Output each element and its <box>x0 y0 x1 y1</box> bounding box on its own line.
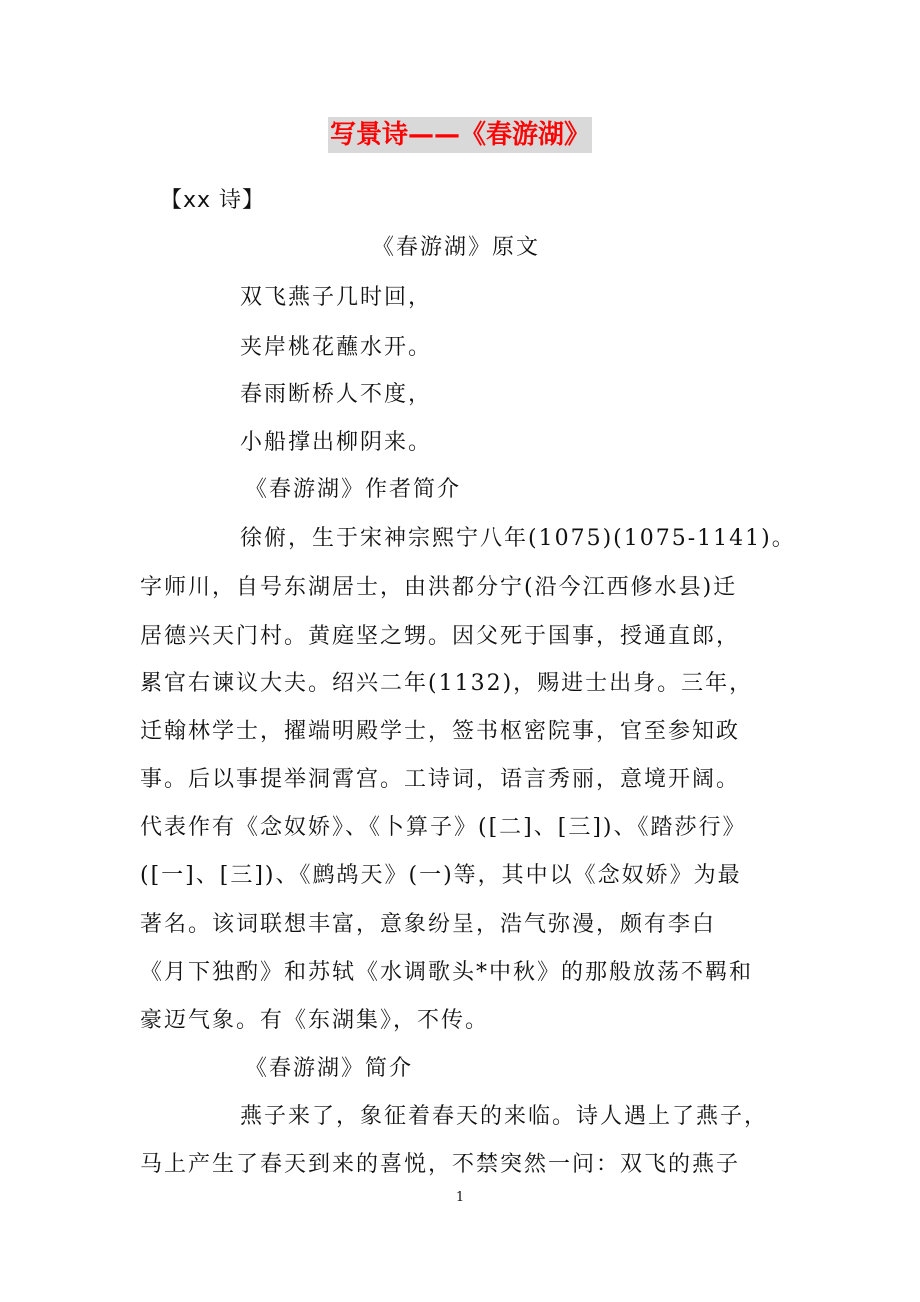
intro-paragraph-line: 燕子来了，象征着春天的来临。诗人遇上了燕子， <box>240 1104 769 1129</box>
author-paragraph-line: ([一]、[三])、《鹧鸪天》(一)等，其中以《念奴娇》为最 <box>140 863 742 888</box>
intro-heading: 《春游湖》简介 <box>245 1056 414 1081</box>
poem-line: 小船撑出柳阴来。 <box>240 430 433 455</box>
page-number: 1 <box>455 1190 465 1205</box>
original-heading: 《春游湖》原文 <box>372 235 541 260</box>
author-paragraph-line: 居德兴天门村。黄庭坚之甥。因父死于国事，授通直郎， <box>140 624 741 649</box>
poem-line: 双飞燕子几时回， <box>240 285 433 310</box>
author-paragraph-line: 累官右谏议大夫。绍兴二年(1132)，赐进士出身。三年， <box>140 671 754 696</box>
author-paragraph-line: 事。后以事提举洞霄宫。工诗词，语言秀丽，意境开阔。 <box>140 767 741 792</box>
author-paragraph-line: 《月下独酌》和苏轼《水调歌头*中秋》的那般放荡不羁和 <box>140 960 754 985</box>
intro-paragraph-line: 马上产生了春天到来的喜悦，不禁突然一问：双飞的燕子 <box>140 1152 741 1177</box>
document-title: 写景诗——《春游湖》 <box>328 117 592 153</box>
title-container <box>0 117 920 153</box>
author-paragraph-line: 著名。该词联想丰富，意象纷呈，浩气弥漫，颇有李白 <box>140 912 717 937</box>
poem-line: 夹岸桃花蘸水开。 <box>240 335 433 360</box>
author-paragraph-line: 迁翰林学士，擢端明殿学士，签书枢密院事，官至参知政 <box>140 719 741 744</box>
poem-line: 春雨断桥人不度， <box>240 382 433 407</box>
author-paragraph-line: 代表作有《念奴娇》、《卜算子》([二]、[三])、《踏莎行》 <box>140 815 747 840</box>
author-paragraph-line: 字师川，自号东湖居士，由洪都分宁(沿今江西修水县)迁 <box>140 575 738 600</box>
author-paragraph-line: 豪迈气象。有《东湖集》，不传。 <box>140 1008 490 1033</box>
author-paragraph-line: 徐俯，生于宋神宗熙宁八年(1075)(1075-1141)。 <box>240 526 796 551</box>
category-tag: 【xx 诗】 <box>160 188 266 213</box>
author-heading: 《春游湖》作者简介 <box>245 477 462 502</box>
